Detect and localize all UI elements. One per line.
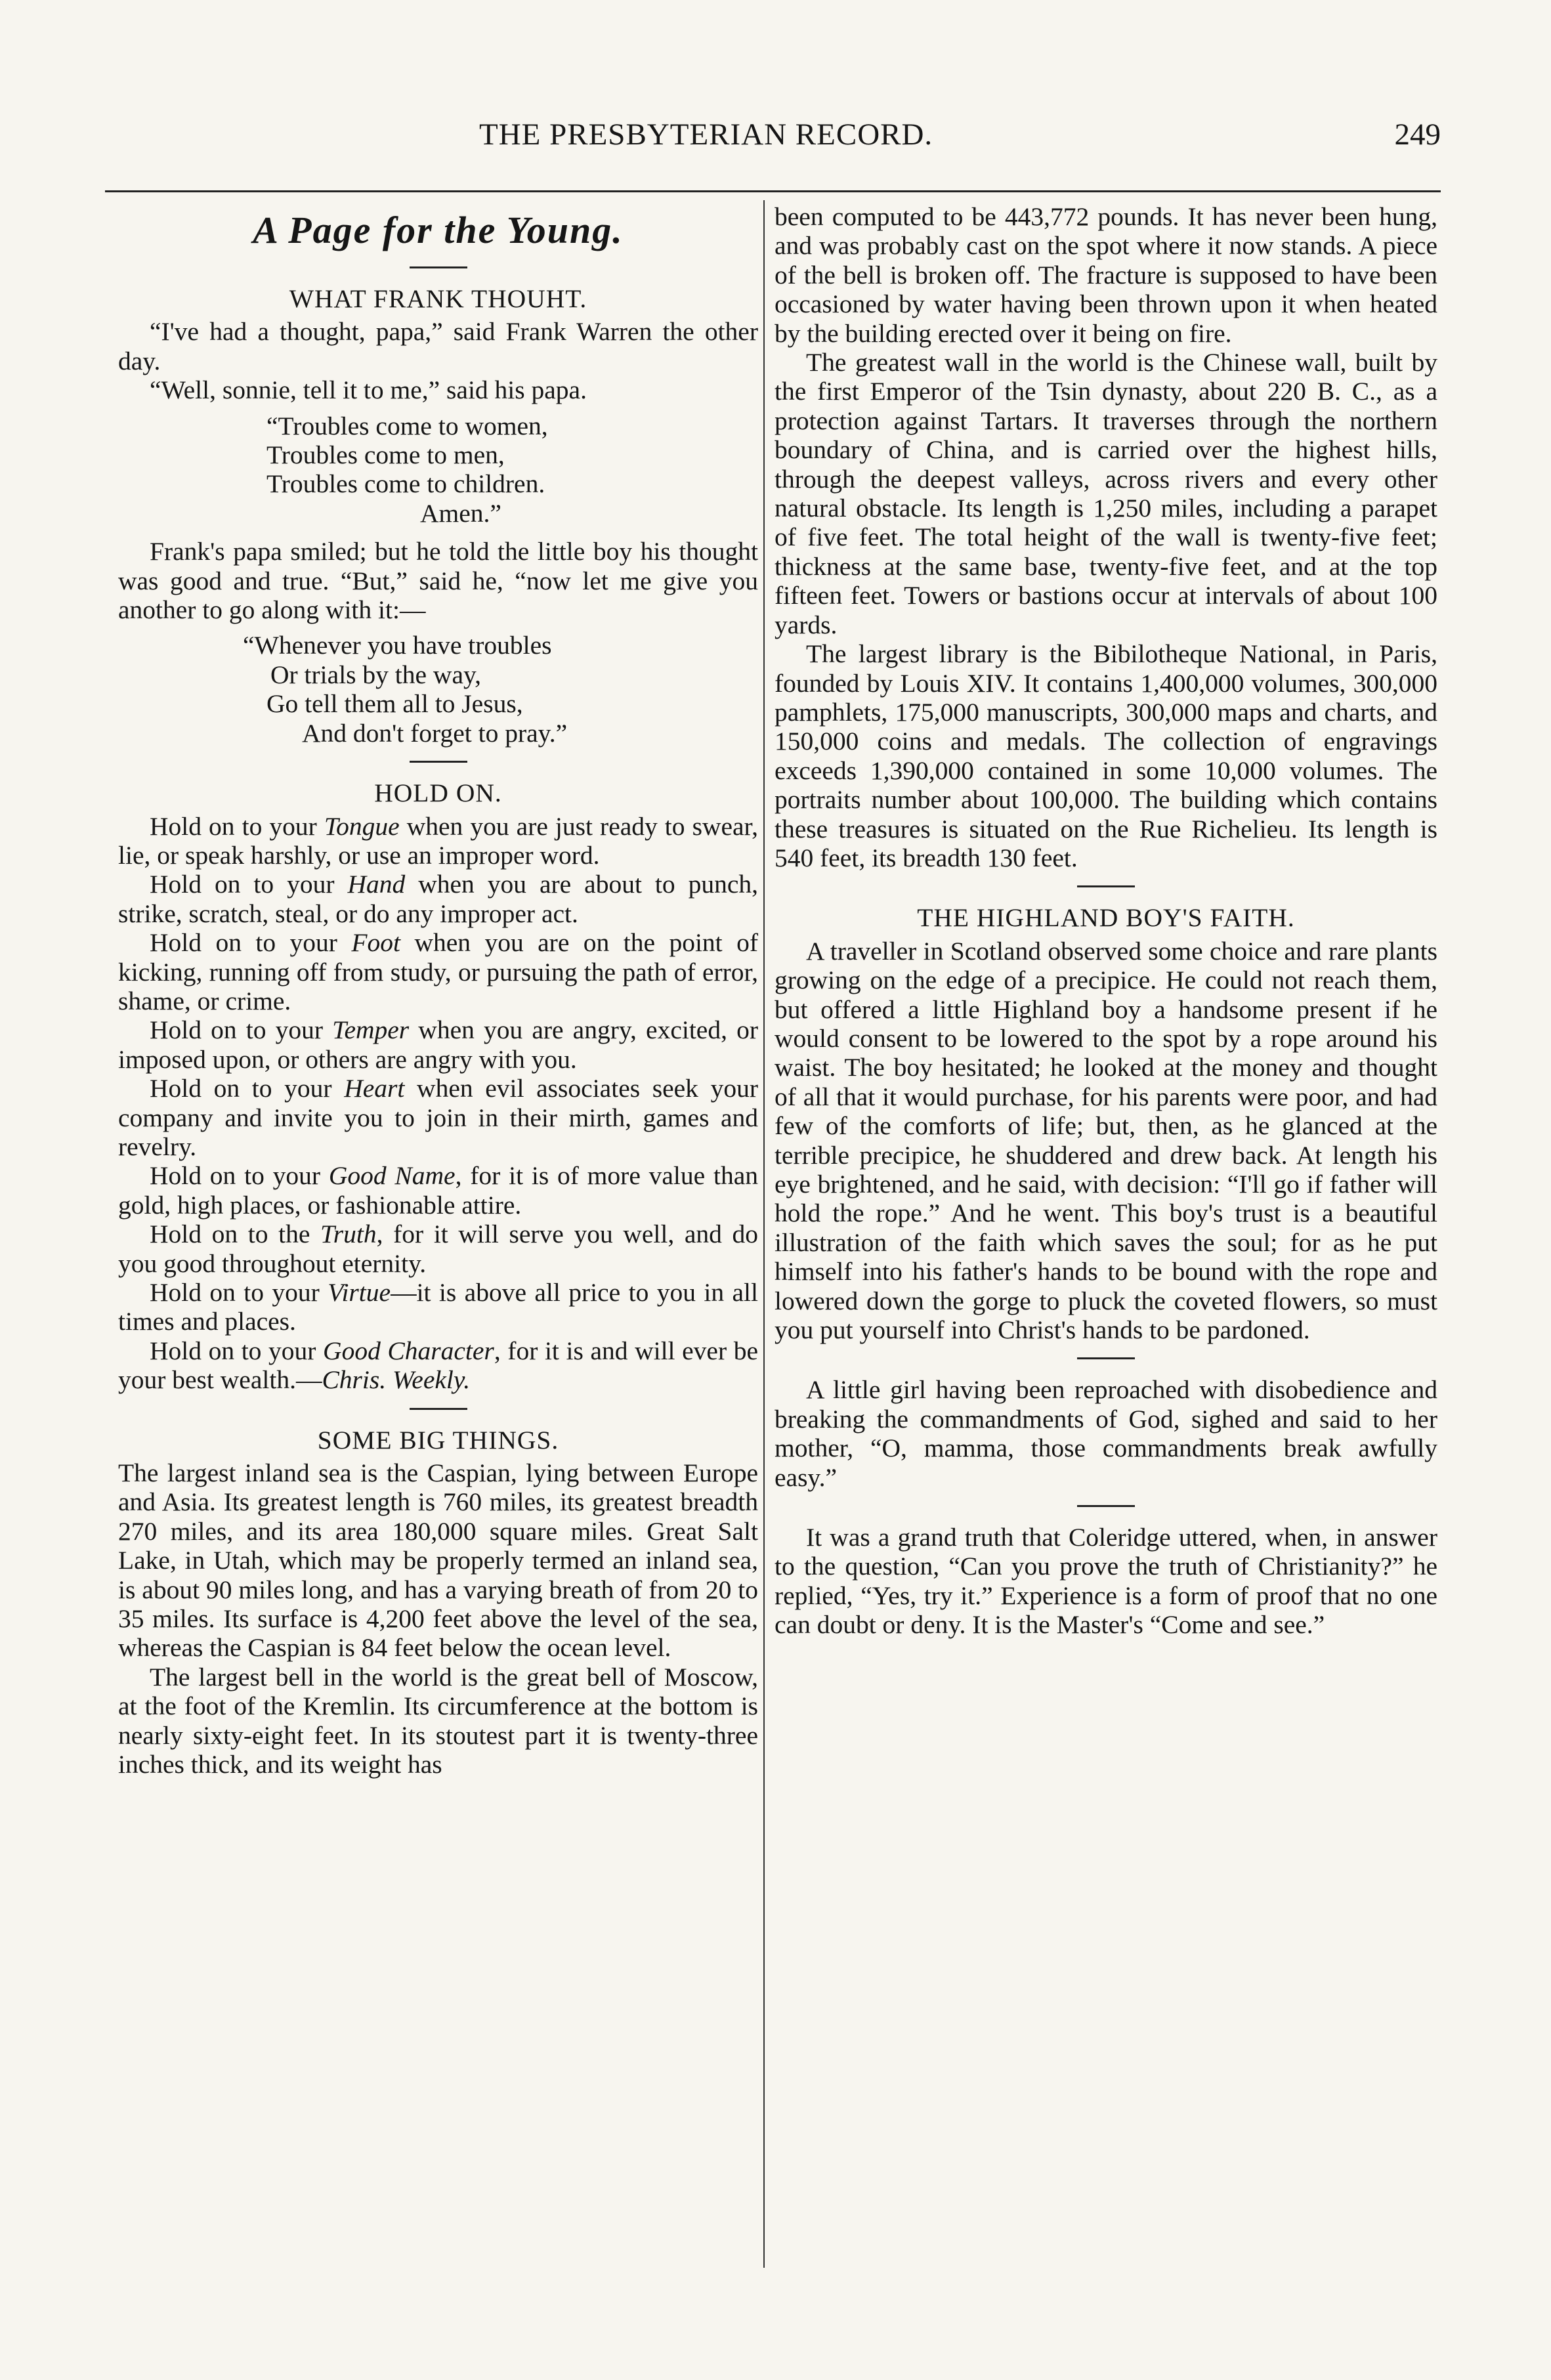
text-run: when you are about to punch, strike, scratch, steal, or do any improper act. bbox=[118, 870, 758, 928]
text-run: Hold on to the bbox=[150, 1220, 320, 1249]
verse-line: And don't forget to pray.” bbox=[302, 718, 568, 748]
paragraph: been computed to be 443,772 pounds. It has never been hung, and was probably cast on the spot where it now stands. A piece of the bell is broken off. The fracture is supposed to have been occasioned by water having been thrown upon it when heated by the building erected over it being on fire. bbox=[775, 202, 1437, 348]
text-run: , for it is and will ever be your best wealth.— bbox=[118, 1336, 758, 1395]
department-heading: A Page for the Young. bbox=[253, 209, 624, 251]
page-number: 249 bbox=[1394, 117, 1441, 152]
text-run: Hold on to your bbox=[150, 1161, 329, 1191]
section-rule bbox=[1077, 885, 1135, 887]
left-column bbox=[118, 202, 758, 1779]
text-run: , for it is of more value than gold, high places, or fashionable attire. bbox=[118, 1161, 758, 1220]
text-run: Hold on to your bbox=[150, 811, 324, 841]
emphasis: Heart bbox=[344, 1074, 405, 1103]
section-title-some-big-things: SOME BIG THINGS. bbox=[317, 1425, 559, 1455]
text-run: Hold on to your bbox=[150, 1278, 328, 1307]
running-title: THE PRESBYTERIAN RECORD. bbox=[479, 117, 933, 152]
paragraph: The largest bell in the world is the great bell of Moscow, at the foot of the Kremlin. Its circumference at the bottom is nearly sixty-eight feet. In its stoutest part it is twenty-three inches thick, and its weight has bbox=[118, 1662, 758, 1779]
hold-on-item bbox=[118, 812, 758, 870]
emphasis: Truth bbox=[320, 1220, 377, 1249]
text-run: when evil associates seek your company and invite you to join in their mirth, games and revelry. bbox=[118, 1074, 758, 1161]
verse-block bbox=[118, 412, 758, 528]
text-run: Hold on to your bbox=[150, 1015, 333, 1045]
verse-line: Amen.” bbox=[420, 498, 501, 528]
emphasis: Virtue bbox=[328, 1278, 391, 1307]
paragraph: The largest inland sea is the Caspian, lying between Europe and Asia. Its greatest length is 760 miles, its greatest breadth 270 miles, and its area 180,000 square miles. Great Salt Lake, in Utah, which may be properly termed an inland sea, is about 90 miles long, and has a varying breath of from 20 to 35 miles. Its surface is 4,200 feet above the level of the sea, whereas the Caspian is 84 feet below the ocean level. bbox=[118, 1458, 758, 1663]
text-run: when you are just ready to swear, lie, or speak harshly, or use an improper word. bbox=[118, 811, 758, 870]
hold-on-item bbox=[118, 1015, 758, 1074]
paragraph: Frank's papa smiled; but he told the little boy his thought was good and true. “But,” said he, “now let me give you another to go along with it:— bbox=[118, 537, 758, 625]
section-rule bbox=[1077, 1357, 1135, 1359]
verse-line: Troubles come to men, bbox=[266, 440, 505, 470]
emphasis: Tongue bbox=[324, 811, 400, 841]
header-rule bbox=[105, 190, 1441, 192]
section-rule bbox=[410, 266, 467, 268]
verse-block bbox=[118, 631, 758, 748]
running-head bbox=[105, 117, 1441, 156]
section-title-highland-boys-faith: THE HIGHLAND BOY'S FAITH. bbox=[917, 903, 1295, 933]
emphasis: Good Character bbox=[323, 1336, 494, 1365]
hold-on-item bbox=[118, 928, 758, 1015]
paragraph: It was a grand truth that Coleridge uttered, when, in answer to the question, “Can you prove the truth of Christianity?” he replied, “Yes, try it.” Experience is a form of proof that no one can doubt or deny. It is the Master's “Come and see.” bbox=[775, 1523, 1437, 1640]
hold-on-item bbox=[118, 870, 758, 928]
paragraph: “I've had a thought, papa,” said Frank Warren the other day. bbox=[118, 317, 758, 375]
text-run: Hold on to your bbox=[150, 1336, 324, 1365]
hold-on-item bbox=[118, 1220, 758, 1278]
text-run: Hold on to your bbox=[150, 928, 352, 958]
section-title-what-frank-thouht: WHAT FRANK THOUHT. bbox=[289, 284, 587, 313]
source-credit: Chris. Weekly. bbox=[322, 1365, 471, 1395]
emphasis: Good Name bbox=[328, 1161, 456, 1191]
emphasis: Foot bbox=[351, 928, 401, 958]
hold-on-item bbox=[118, 1074, 758, 1161]
text-run: —it is above all price to you in all times and places. bbox=[118, 1278, 758, 1336]
paragraph: “Well, sonnie, tell it to me,” said his papa. bbox=[150, 375, 587, 405]
column-divider bbox=[763, 200, 765, 2268]
verse-line: “Troubles come to women, bbox=[266, 411, 548, 440]
section-rule bbox=[410, 761, 467, 763]
section-rule bbox=[410, 1408, 467, 1410]
text-run: , for it will serve you well, and do you good throughout eternity. bbox=[118, 1220, 758, 1278]
verse-line: Or trials by the way, bbox=[270, 660, 482, 689]
verse-line: “Whenever you have troubles bbox=[243, 631, 552, 660]
text-run: when you are angry, excited, or imposed upon, or others are angry with you. bbox=[118, 1015, 758, 1074]
section-rule bbox=[1077, 1505, 1135, 1507]
paragraph: The largest library is the Bibilotheque National, in Paris, founded by Louis XIV. It contains 1,400,000 volumes, 300,000 pamphlets, 175,000 manuscripts, 300,000 maps and charts, and 150,000 coins and medals. The collection of engravings exceeds 1,390,000 contained in some 10,000 volumes. The portraits number about 100,000. The building which contains these treasures is situated on the Rue Richelieu. Its length is 540 feet, its breadth 130 feet. bbox=[775, 639, 1437, 872]
text-run: when you are on the point of kicking, running off from study, or pursuing the path of error, shame, or crime. bbox=[118, 928, 758, 1015]
right-column bbox=[775, 202, 1437, 1640]
emphasis: Hand bbox=[347, 870, 406, 899]
text-run: Hold on to your bbox=[150, 1074, 345, 1103]
verse-line: Go tell them all to Jesus, bbox=[266, 689, 523, 719]
hold-on-item bbox=[118, 1336, 758, 1395]
paragraph: A little girl having been reproached with disobedience and breaking the commandments of God, sighed and said to her mother, “O, mamma, those commandments break awfully easy.” bbox=[775, 1375, 1437, 1492]
text-run: Hold on to your bbox=[150, 870, 348, 899]
verse-line: Troubles come to children. bbox=[266, 469, 545, 499]
hold-on-item bbox=[118, 1161, 758, 1220]
section-title-hold-on: HOLD ON. bbox=[374, 778, 502, 808]
paragraph: The greatest wall in the world is the Chinese wall, built by the first Emperor of the Tsin dynasty, about 220 B. C., as a protection against Tartars. It traverses through the northern boundary of China, and is carried over the highest hills, through the deepest valleys, across rivers and every other natural obstacle. Its length is 1,250 miles, including a parapet of five feet. The total height of the wall is twenty-five feet; thickness at the same base, twenty-five feet, and at the top fifteen feet. Towers or bastions occur at intervals of about 100 yards. bbox=[775, 348, 1437, 639]
emphasis: Temper bbox=[332, 1015, 410, 1045]
paragraph: A traveller in Scotland observed some choice and rare plants growing on the edge of a precipice. He could not reach them, but offered a little Highland boy a handsome present if he would consent to be lowered to the spot by a rope around his waist. The boy hesitated; he looked at the money and thought of all that it would purchase, for his parents were poor, and had few of the comforts of life; but, then, as he glanced at the terrible precipice, he shuddered and drew back. At length his eye brightened, and he said, with decision: “I'll go if father will hold the rope.” And he went. This boy's trust is a beautiful illustration of the faith which saves the soul; for as he put himself into his father's hands to be bound with the rope and lowered down the gorge to pluck the coveted flowers, so must you put yourself into Christ's hands to be pardoned. bbox=[775, 936, 1437, 1345]
hold-on-item bbox=[118, 1278, 758, 1336]
